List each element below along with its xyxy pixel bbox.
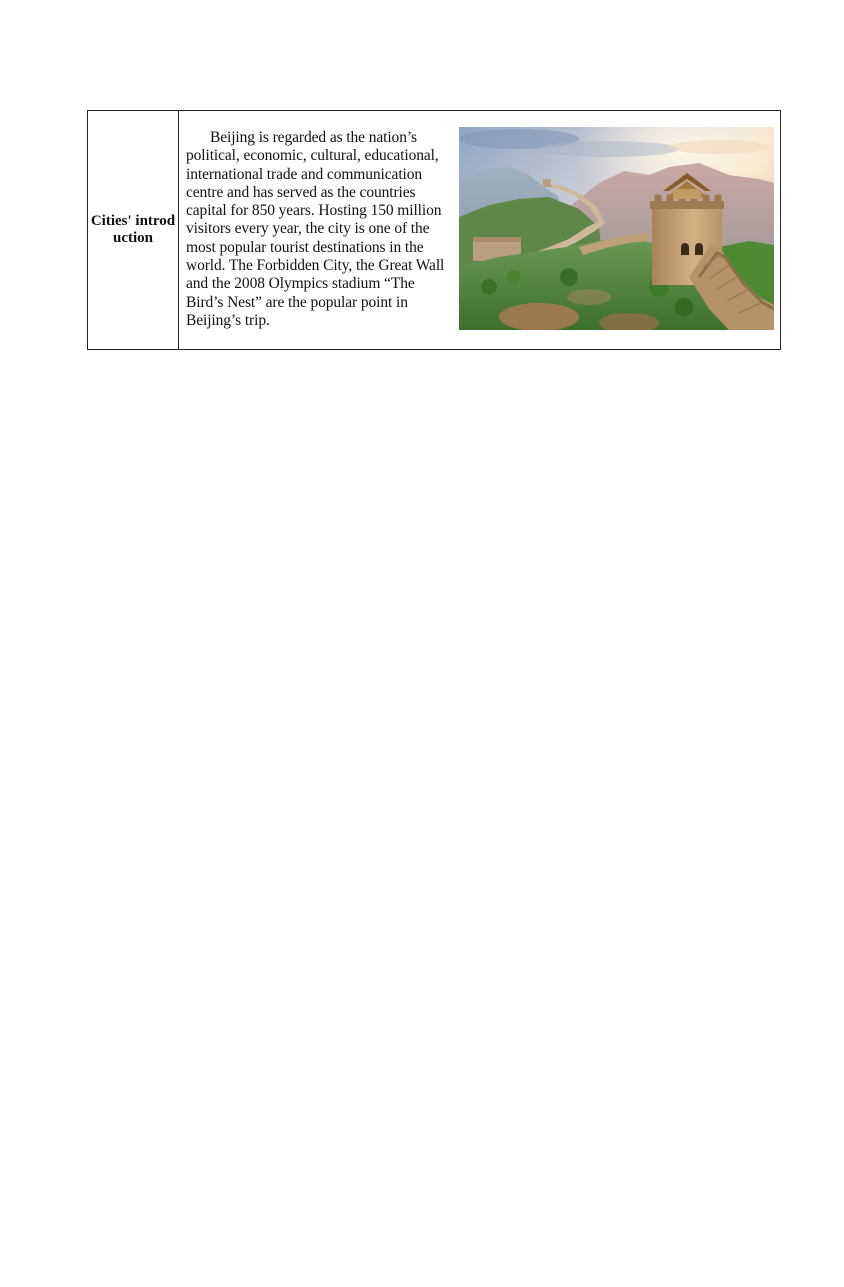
great-wall-photo: [459, 127, 774, 330]
table-row: [88, 111, 781, 350]
content-cell: [179, 111, 781, 350]
cities-introduction-table: [87, 110, 781, 350]
row-label: Cities' introduction: [90, 213, 176, 246]
beijing-description: Beijing is regarded as the nation’s political, economic, cultural, educational, international trade and communication centre and has served as the countries capital for 850 years. Hosting 150 million visitors every year, the city is one of the most popular tourist destinations in the world. The Forbidden City, the Great Wall and the 2008 Olympics stadium “The Bird’s Nest” are the popular point in Beijing’s trip.: [186, 129, 445, 329]
label-cell: [88, 111, 179, 350]
content-wrapper: [179, 111, 780, 349]
